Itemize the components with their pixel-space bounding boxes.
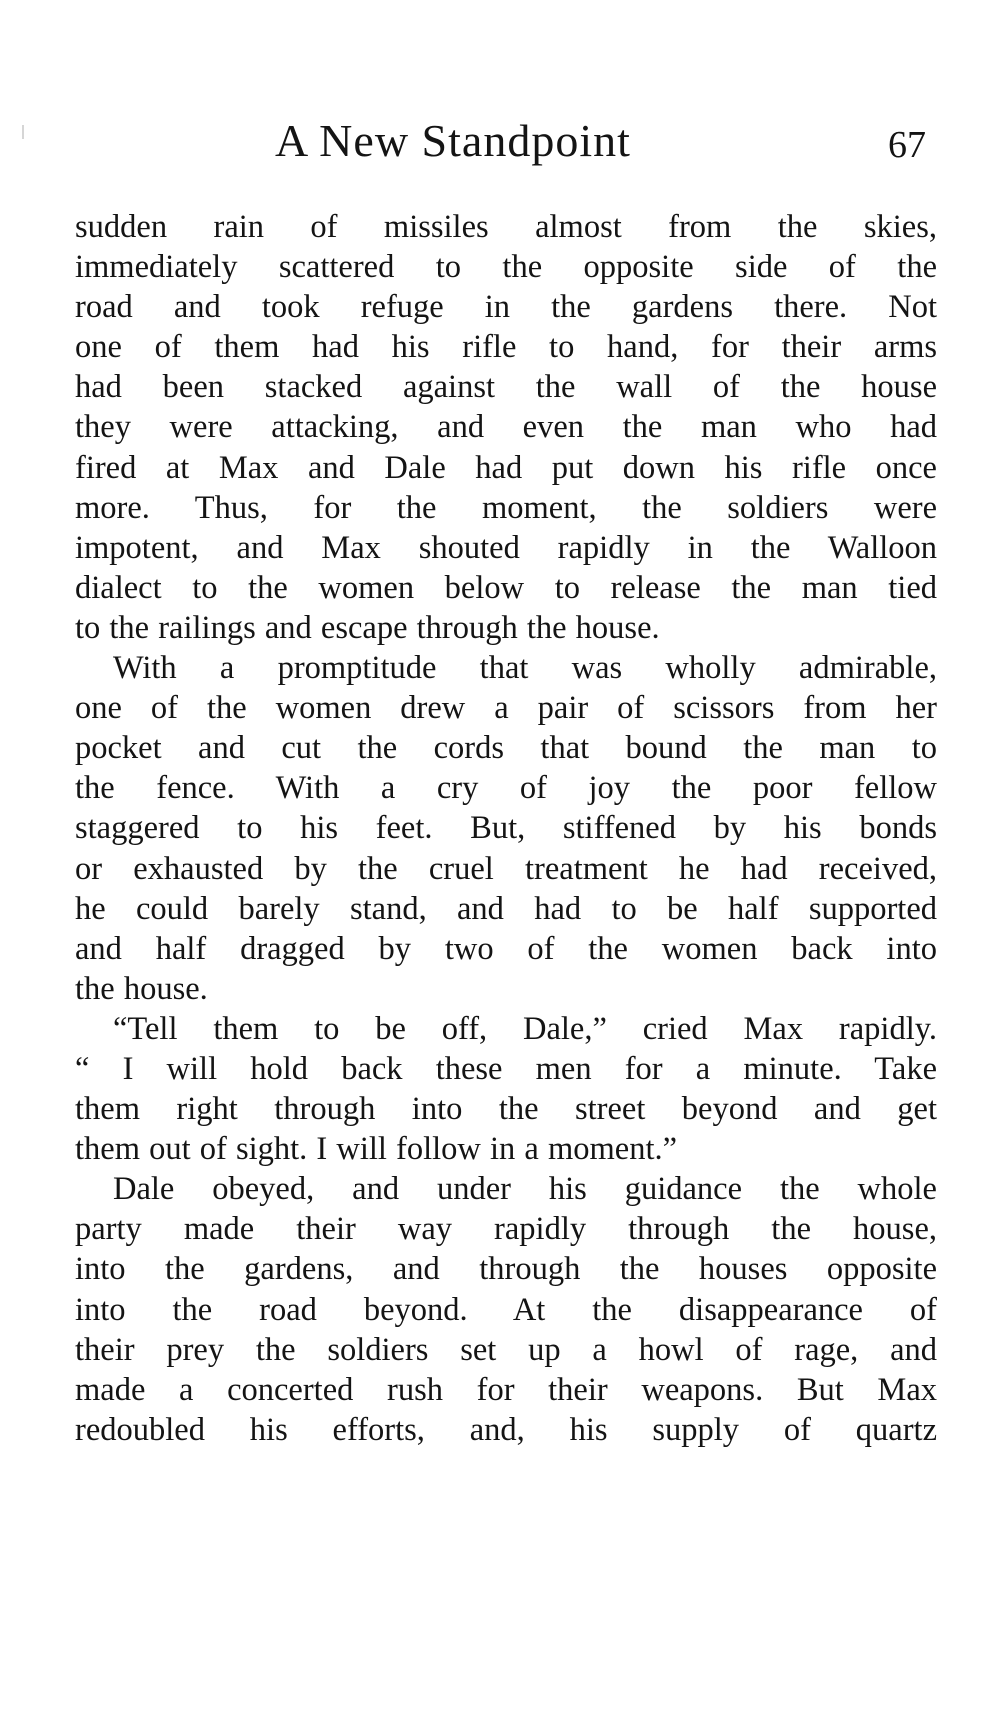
- text-line: they were attacking, and even the man who had: [75, 409, 937, 446]
- text-line: to the railings and escape through the house.: [75, 609, 660, 646]
- text-line: With a promptitude that was wholly admirable,: [113, 650, 937, 687]
- text-line: road and took refuge in the gardens there. Not: [75, 289, 937, 326]
- body-text: [75, 207, 937, 1450]
- text-line: into the gardens, and through the houses opposite: [75, 1251, 937, 1288]
- text-line: them right through into the street beyond and get: [75, 1091, 937, 1128]
- text-line: staggered to his feet. But, stiffened by his bonds: [75, 810, 937, 847]
- text-line: one of the women drew a pair of scissors from her: [75, 690, 937, 727]
- paragraph: [75, 1169, 937, 1450]
- text-line: made a concerted rush for their weapons. But Max: [75, 1371, 937, 1408]
- text-line: and half dragged by two of the women back into: [75, 930, 937, 967]
- text-line: them out of sight. I will follow in a moment.”: [75, 1131, 678, 1168]
- text-line: impotent, and Max shouted rapidly in the Walloon: [75, 529, 937, 566]
- text-line: more. Thus, for the moment, the soldiers were: [75, 489, 937, 526]
- text-line: the fence. With a cry of joy the poor fellow: [75, 770, 937, 807]
- text-line: the house.: [75, 970, 208, 1007]
- page-number: 67: [888, 124, 926, 166]
- running-title: A New Standpoint: [275, 115, 631, 166]
- text-line: into the road beyond. At the disappearance of: [75, 1291, 937, 1328]
- text-line: “Tell them to be off, Dale,” cried Max rapidly.: [113, 1010, 937, 1047]
- text-line: Dale obeyed, and under his guidance the whole: [113, 1171, 937, 1208]
- text-line: dialect to the women below to release the man tied: [75, 569, 937, 606]
- paragraph: [75, 207, 937, 648]
- text-line: redoubled his efforts, and, his supply of quartz: [75, 1411, 937, 1448]
- text-line: their prey the soldiers set up a howl of rage, and: [75, 1331, 937, 1368]
- text-line: pocket and cut the cords that bound the man to: [75, 730, 937, 767]
- margin-speck: [22, 125, 24, 139]
- text-line: had been stacked against the wall of the house: [75, 369, 937, 406]
- text-line: fired at Max and Dale had put down his rifle once: [75, 449, 937, 486]
- text-line: one of them had his rifle to hand, for their arms: [75, 329, 937, 366]
- paragraph: [75, 648, 937, 1009]
- paragraph: [75, 1009, 937, 1169]
- text-line: party made their way rapidly through the house,: [75, 1211, 937, 1248]
- text-line: he could barely stand, and had to be half supported: [75, 890, 937, 927]
- text-line: immediately scattered to the opposite side of the: [75, 249, 937, 286]
- text-line: “ I will hold back these men for a minute. Take: [75, 1050, 937, 1087]
- text-line: or exhausted by the cruel treatment he had received,: [75, 850, 937, 887]
- text-line: sudden rain of missiles almost from the skies,: [75, 209, 937, 245]
